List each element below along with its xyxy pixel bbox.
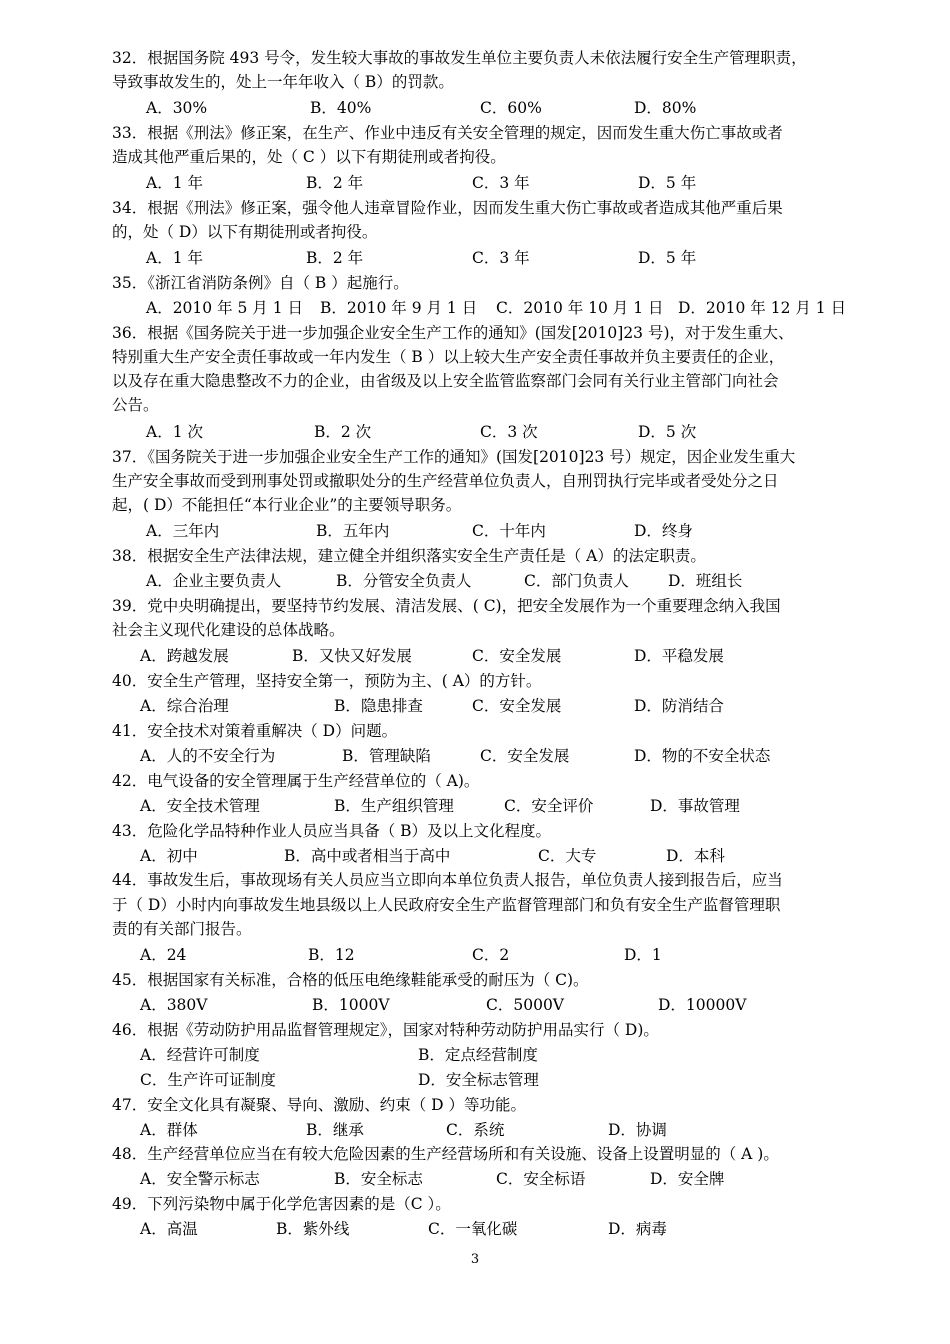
question-44-options [140, 943, 840, 967]
option-d: D．事故管理 [650, 797, 740, 815]
option-c: C．2 [472, 946, 510, 964]
option-b: B．40% [310, 99, 372, 117]
option-b: B．2 次 [314, 423, 372, 441]
option-b: B．管理缺陷 [342, 747, 431, 765]
question-36-line-2: 特别重大生产安全责任事故或一年内发生（ B ）以上较大生产安全责任事故并负主要责任的企业， [112, 348, 785, 366]
option-a: A．2010 年 5 月 1 日 [146, 299, 303, 317]
option-c: C．部门负责人 [524, 572, 629, 590]
question-37-line-3: 起，( D）不能担任“本行业企业”的主要领导职务。 [112, 496, 462, 514]
option-d: D．安全标志管理 [418, 1071, 539, 1089]
question-45-line-1: 45．根据国家有关标准，合格的低压电绝缘鞋能承受的耐压为（ C)。 [112, 971, 589, 989]
page-number: 3 [470, 1252, 480, 1267]
question-35-line-1: 35．《浙江省消防条例》自（ B ）起施行。 [112, 274, 409, 292]
question-36-options [140, 420, 840, 444]
option-d: D．5 年 [638, 249, 697, 267]
option-a: A．三年内 [146, 522, 220, 540]
question-48-options [140, 1167, 840, 1191]
option-b: B．继承 [306, 1121, 364, 1139]
question-47-options [140, 1118, 840, 1142]
question-33-line-1: 33．根据《刑法》修正案，在生产、作业中违反有关安全管理的规定，因而发生重大伤亡事故或者 [112, 124, 783, 142]
option-a: A．安全技术管理 [140, 797, 260, 815]
option-a: A．综合治理 [140, 697, 229, 715]
option-d: D．5 年 [638, 174, 697, 192]
option-b: B．安全标志 [334, 1170, 423, 1188]
option-a: A．人的不安全行为 [140, 747, 276, 765]
option-c: C．3 次 [480, 423, 538, 441]
question-36-line-1: 36．根据《国务院关于进一步加强企业安全生产工作的通知》(国发[2010]23 号)，对于发生重大、 [112, 324, 794, 342]
question-40-options [140, 694, 840, 718]
question-42-options [140, 794, 840, 818]
option-a: A．安全警示标志 [140, 1170, 260, 1188]
question-49-options [140, 1217, 840, 1241]
question-39-line-2: 社会主义现代化建设的总体战略。 [112, 621, 345, 639]
option-c: C．安全发展 [472, 697, 562, 715]
question-38-options [140, 569, 840, 593]
option-a: A．1 年 [146, 174, 203, 192]
option-d: D．物的不安全状态 [634, 747, 771, 765]
option-c: C．安全标语 [496, 1170, 586, 1188]
option-b: B．2 年 [306, 174, 364, 192]
question-32-line-1: 32．根据国务院 493 号令，发生较大事故的事故发生单位主要负责人未依法履行安全生产管理职责， [112, 49, 807, 67]
option-a: A．初中 [140, 847, 198, 865]
option-d: D．病毒 [608, 1220, 667, 1238]
question-44-line-3: 责的有关部门报告。 [112, 920, 252, 938]
option-b: B．分管安全负责人 [336, 572, 472, 590]
option-b: B．定点经营制度 [418, 1046, 538, 1064]
option-c: C．系统 [446, 1121, 505, 1139]
option-a: A．1 次 [146, 423, 203, 441]
option-c: C．5000V [486, 996, 564, 1014]
question-40-line-1: 40．安全生产管理，坚持安全第一，预防为主、( A）的方针。 [112, 672, 542, 690]
option-b: B．12 [308, 946, 355, 964]
option-c: C．大专 [538, 847, 597, 865]
question-35-options [140, 296, 847, 320]
option-d: D．终身 [634, 522, 693, 540]
option-d: D．安全牌 [650, 1170, 725, 1188]
question-36-line-3: 以及存在重大隐患整改不力的企业，由省级及以上安全监管监察部门会同有关行业主管部门向社会 [112, 372, 779, 390]
option-c: C．生产许可证制度 [140, 1071, 276, 1089]
option-b: B．生产组织管理 [334, 797, 454, 815]
option-b: B．五年内 [316, 522, 390, 540]
option-b: B．高中或者相当于高中 [284, 847, 451, 865]
question-46-options-row-2 [140, 1068, 840, 1092]
option-a: A．跨越发展 [140, 647, 229, 665]
option-d: D．本科 [666, 847, 725, 865]
option-d: D．1 [624, 946, 662, 964]
option-d: D．平稳发展 [634, 647, 724, 665]
question-42-line-1: 42．电气设备的安全管理属于生产经营单位的（ A)。 [112, 772, 480, 790]
question-37-line-2: 生产安全事故而受到刑事处罚或撤职处分的生产经营单位负责人，自刑罚执行完毕或者受处分之日 [112, 472, 779, 490]
option-b: B．紫外线 [276, 1220, 350, 1238]
question-41-line-1: 41．安全技术对策着重解决（ D）问题。 [112, 722, 398, 740]
option-c: C．3 年 [472, 174, 530, 192]
option-c: C．安全发展 [480, 747, 570, 765]
question-48-line-1: 48．生产经营单位应当在有较大危险因素的生产经营场所和有关设施、设备上设置明显的（ A )。 [112, 1145, 779, 1163]
question-34-line-2: 的，处（ D）以下有期徒刑或者拘役。 [112, 223, 378, 241]
option-d: D．80% [634, 99, 697, 117]
question-33-line-2: 造成其他严重后果的，处（ C ）以下有期徒刑或者拘役。 [112, 148, 506, 166]
question-37-options [140, 519, 840, 543]
question-41-options [140, 744, 840, 768]
option-c: C．2010 年 10 月 1 日 [496, 299, 664, 317]
option-c: C．安全发展 [472, 647, 562, 665]
question-46-line-1: 46．根据《劳动防护用品监督管理规定》，国家对特种劳动防护用品实行（ D)。 [112, 1021, 659, 1039]
option-c: C．60% [480, 99, 542, 117]
option-a: A．经营许可制度 [140, 1046, 260, 1064]
option-a: A．30% [146, 99, 208, 117]
option-d: D．班组长 [668, 572, 743, 590]
question-34-line-1: 34．根据《刑法》修正案，强令他人违章冒险作业，因而发生重大伤亡事故或者造成其他严重后果 [112, 199, 783, 217]
option-a: A．24 [140, 946, 187, 964]
question-33-options [140, 171, 840, 195]
question-43-options [140, 844, 840, 868]
option-a: A．380V [140, 996, 208, 1014]
question-39-options [140, 644, 840, 668]
question-46-options-row-1 [140, 1043, 840, 1067]
question-32-line-2: 导致事故发生的，处上一年年收入（ B）的罚款。 [112, 73, 454, 91]
option-c: C．安全评价 [504, 797, 594, 815]
option-d: D．2010 年 12 月 1 日 [678, 299, 847, 317]
question-43-line-1: 43．危险化学品特种作业人员应当具备（ B）及以上文化程度。 [112, 822, 552, 840]
option-d: D．5 次 [638, 423, 697, 441]
option-b: B．又快又好发展 [292, 647, 412, 665]
question-44-line-1: 44．事故发生后，事故现场有关人员应当立即向本单位负责人报告，单位负责人接到报告后，应当 [112, 871, 783, 889]
option-a: A．高温 [140, 1220, 198, 1238]
option-d: D．协调 [608, 1121, 667, 1139]
question-39-line-1: 39．党中央明确提出，要坚持节约发展、清洁发展、( C)，把安全发展作为一个重要理念纳入我国 [112, 597, 781, 615]
option-b: B．1000V [312, 996, 390, 1014]
question-37-line-1: 37．《国务院关于进一步加强企业安全生产工作的通知》(国发[2010]23 号）规定，因企业发生重大 [112, 448, 796, 466]
question-49-line-1: 49．下列污染物中属于化学危害因素的是（C ）。 [112, 1195, 451, 1213]
question-45-options [140, 993, 840, 1017]
option-b: B．2 年 [306, 249, 364, 267]
question-44-line-2: 于（ D）小时内向事故发生地县级以上人民政府安全生产监督管理部门和负有安全生产监督管理职 [112, 896, 781, 914]
option-a: A．1 年 [146, 249, 203, 267]
question-32-options [140, 96, 840, 120]
option-a: A．群体 [140, 1121, 198, 1139]
option-c: C．一氧化碳 [428, 1220, 518, 1238]
option-c: C．十年内 [472, 522, 546, 540]
option-b: B．2010 年 9 月 1 日 [320, 299, 478, 317]
option-d: D．防消结合 [634, 697, 724, 715]
option-c: C．3 年 [472, 249, 530, 267]
question-34-options [140, 246, 840, 270]
question-36-line-4: 公告。 [112, 396, 159, 414]
option-d: D．10000V [658, 996, 747, 1014]
option-b: B．隐患排查 [334, 697, 423, 715]
question-47-line-1: 47．安全文化具有凝聚、导向、激励、约束（ D ）等功能。 [112, 1096, 527, 1114]
question-38-line-1: 38．根据安全生产法律法规，建立健全并组织落实安全生产责任是（ A）的法定职责。 [112, 547, 706, 565]
option-a: A．企业主要负责人 [146, 572, 282, 590]
